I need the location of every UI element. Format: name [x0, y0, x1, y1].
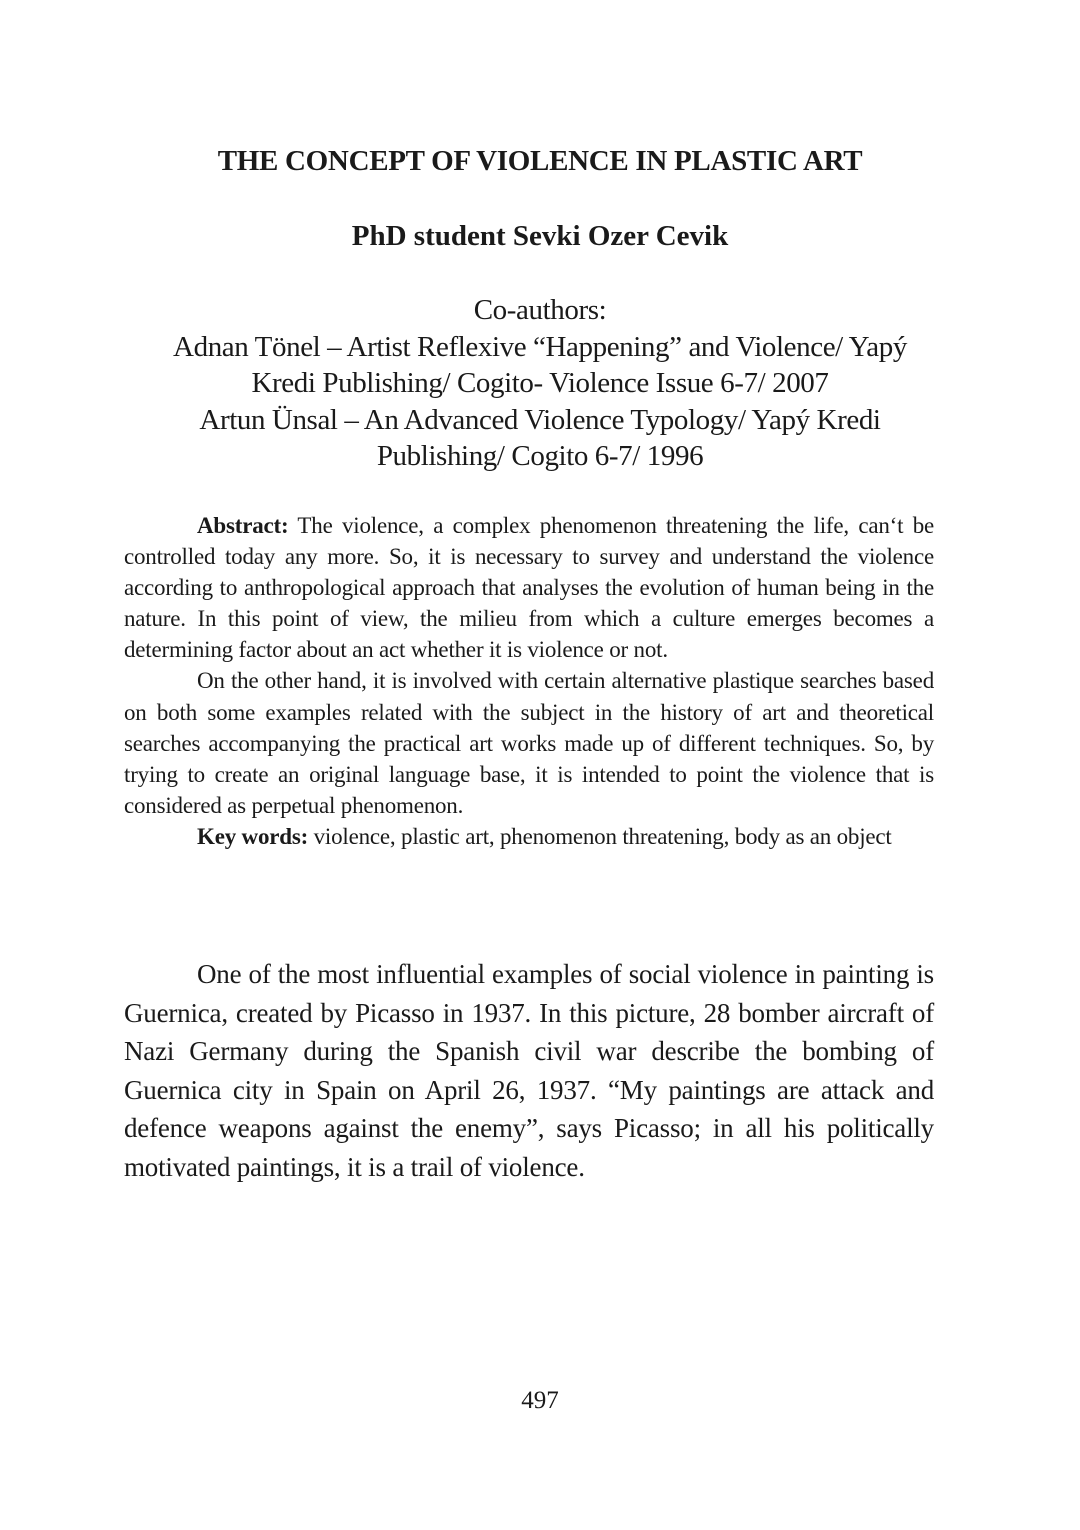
author-name: PhD student Sevki Ozer Cevik — [351, 220, 729, 252]
abstract-text: The violence, a complex phenomenon threatening the life, can‘t be controlled today any more. So, it is necessary to survey and understand the violence according to anthropological approach that analyses the evolution of human being in the nature. In this point of view, the milieu from which a culture emerges becomes a determining factor about an act whether it is violence or not. — [124, 513, 934, 663]
coauthor-line: Publishing/ Cogito 6-7/ 1996 — [376, 440, 704, 472]
page-number: 497 — [521, 1387, 559, 1414]
abstract-section — [124, 510, 934, 852]
keywords-paragraph — [124, 821, 934, 852]
coauthor-line: Kredi Publishing/ Cogito- Violence Issue 6-7/ 2007 — [251, 367, 829, 399]
abstract-label: Abstract: — [197, 513, 289, 538]
abstract-paragraph — [124, 510, 934, 665]
coauthors-heading: Co-authors: — [473, 294, 607, 326]
keywords-label: Key words: — [197, 823, 309, 849]
abstract-paragraph-2: On the other hand, it is involved with certain alternative plastique searches based on both some examples related with the subject in the history of art and theoretical searches accompanying the practical art works made up of different techniques. So, by trying to create an original language base, it is intended to point the violence that is considered as perpetual phenomenon. — [124, 668, 934, 818]
coauthors-block — [130, 292, 950, 475]
paper-title: THE CONCEPT OF VIOLENCE IN PLASTIC ART — [217, 145, 863, 177]
body-text — [124, 955, 934, 1186]
coauthor-line: Adnan Tönel – Artist Reflexive “Happening” and Violence/ Yapý — [173, 330, 907, 363]
keywords-text: violence, plastic art, phenomenon threatening, body as an object — [308, 823, 892, 849]
body-paragraph: One of the most influential examples of social violence in painting is Guernica, created by Picasso in 1937. In this picture, 28 bomber aircraft of Nazi Germany during the Spanish civil war describe the bombing of Guernica city in Spain on April 26, 1937. “My paintings are attack and defence weapons against the enemy”, says Picasso; in all his politically motivated paintings, it is a trail of violence. — [124, 959, 934, 1182]
coauthor-line: Artun Ünsal – An Advanced Violence Typology/ Yapý Kredi — [199, 403, 881, 436]
